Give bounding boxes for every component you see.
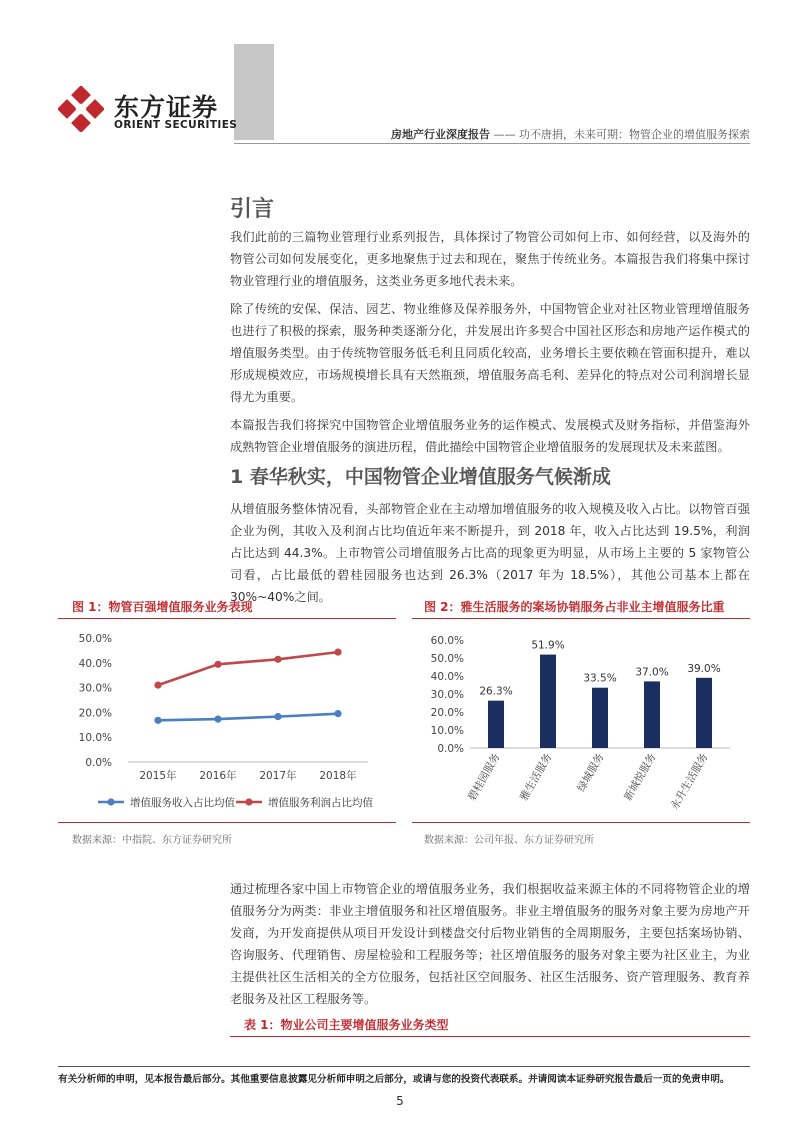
bar-value-label: 51.9%: [531, 639, 565, 652]
x-tick-label: 永升生活服务: [668, 751, 711, 813]
series-point-1: [274, 656, 281, 663]
intro-paragraph-3: 本篇报告我们将探究中国物管企业增值服务业务的运作模式、发展模式及财务指标，并借鉴海外成熟物管企业增值服务的演进历程，借此描绘中国物管企业增值服务的发展现状及未来蓝图。: [230, 418, 750, 454]
report-type: 房地产行业深度报告: [391, 128, 490, 141]
intro-heading: 引言: [230, 197, 275, 222]
y-tick-label: 40.0%: [430, 671, 464, 683]
series-point-1: [334, 649, 341, 656]
section-1-heading: 1 春华秋实，中国物管企业增值服务气候渐成: [230, 466, 611, 488]
figure-2-title: 图 2：雅生活服务的案场协销服务占非业主增值服务比重: [424, 600, 725, 614]
x-tick-label: 2015年: [139, 770, 177, 782]
y-tick-label: 40.0%: [78, 657, 112, 670]
legend-marker-0: [107, 798, 114, 805]
series-line-1: [158, 652, 338, 685]
y-tick-label: 10.0%: [78, 732, 112, 745]
x-tick-label: 雅生活服务: [517, 751, 555, 803]
series-point-1: [154, 682, 161, 689]
figure-1-title: 图 1：物管百强增值服务业务表现: [72, 600, 253, 614]
footer-disclaimer: 有关分析师的申明，见本报告最后部分。其他重要信息披露见分析师申明之后部分，或请与您的投资代表联系。并请阅读本证券研究报告最后一页的免责申明。: [58, 1074, 730, 1085]
legend-label-0: 增值服务收入占比均值: [130, 797, 235, 809]
y-tick-label: 0.0%: [437, 743, 464, 755]
series-point-0: [274, 713, 281, 720]
header-gray-bar: [234, 44, 274, 140]
report-subtitle: —— 功不唐捐，未来可期：物管企业的增值服务探索: [493, 128, 750, 141]
x-tick-label: 2016年: [199, 770, 237, 782]
company-logo: [58, 86, 238, 136]
legend-marker-1: [245, 798, 252, 805]
orient-securities-logo-icon: [58, 86, 104, 132]
y-tick-label: 10.0%: [430, 725, 464, 737]
y-tick-label: 20.0%: [430, 707, 464, 719]
report-header: [391, 126, 750, 142]
bar: [488, 701, 504, 748]
table-1-rule: [230, 1036, 750, 1037]
footer-divider: [58, 1066, 750, 1067]
logo-chinese-name: 东方证券: [114, 93, 219, 122]
y-tick-label: 20.0%: [78, 707, 112, 720]
figure-2-top-rule: [412, 618, 750, 619]
figure-2-bottom-rule: [412, 822, 750, 823]
y-tick-label: 30.0%: [78, 682, 112, 695]
x-tick-label: 绿城服务: [575, 751, 607, 794]
figure-1-line-chart: [58, 622, 396, 818]
figure-1-source: 数据来源：中指院、东方证券研究所: [72, 835, 232, 846]
figure-1-top-rule: [58, 618, 396, 619]
header-divider: [234, 143, 750, 144]
legend-label-1: 增值服务利润占比均值: [268, 797, 373, 809]
section-1-paragraph: 从增值服务整体情况看，头部物管企业在主动增加增值服务的收入规模及收入占比。以物管百强企业为例，其收入及利润占比均值近年来不断提升，到 2018 年，收入占比达到 19.5%，利润占比达到 44.3%。上市物管公司增值服务占比高的现象更为明显，从市场上主要的 5 家物管公司看，占比最低的碧桂园服务也达到 26.3%（2017 年为 18.5%），其他公司基本上都在 30%~40%之间。: [230, 502, 750, 604]
x-tick-label: 2017年: [259, 770, 297, 782]
logo-english-name: ORIENT SECURITIES: [114, 119, 238, 131]
series-point-1: [214, 661, 221, 668]
page-number: 5: [396, 1094, 404, 1108]
figure-2-source: 数据来源：公司年报、东方证券研究所: [424, 835, 594, 846]
intro-paragraph-1: 我们此前的三篇物业管理行业系列报告，具体探讨了物管公司如何上市、如何经营，以及海外的物管公司如何发展变化，更多地聚焦于过去和现在，聚焦于传统业务。本篇报告我们将集中探讨物业管理行业的增值服务，这类业务更多地代表未来。: [230, 230, 750, 288]
intro-paragraph-2: 除了传统的安保、保洁、园艺、物业维修及保养服务外，中国物管企业对社区物业管理增值服务也进行了积极的探索，服务种类逐渐分化，并发展出许多契合中国社区形态和房地产运作模式的增值服务类型。由于传统物管服务低毛利且同质化较高，业务增长主要依赖在管面积提升，难以形成规模效应，市场规模增长具有天然瓶颈，增值服务高毛利、差异化的特点对公司利润增长显得尤为重要。: [230, 302, 750, 404]
figure-2-bar-chart: [412, 622, 750, 818]
series-point-0: [214, 715, 221, 722]
y-tick-label: 30.0%: [430, 689, 464, 701]
bar: [696, 678, 712, 748]
table-1-title: 表 1：物业公司主要增值服务业务类型: [244, 1018, 449, 1032]
y-tick-label: 50.0%: [78, 633, 112, 645]
series-point-0: [154, 717, 161, 724]
figure-1-bottom-rule: [58, 822, 396, 823]
bar-value-label: 37.0%: [635, 666, 669, 679]
bar: [540, 655, 556, 748]
bar: [644, 681, 660, 748]
bar-value-label: 39.0%: [687, 662, 721, 675]
y-tick-label: 0.0%: [85, 757, 112, 769]
bar: [592, 688, 608, 748]
x-tick-label: 2018年: [319, 770, 357, 782]
section-1-paragraph-2: 通过梳理各家中国上市物管企业的增值服务业务，我们根据收益来源主体的不同将物管企业的增值服务分为两类：非业主增值服务和社区增值服务。非业主增值服务的服务对象主要为房地产开发商，为开发商提供从项目开发设计到楼盘交付后物业销售的全周期服务，主要包括案场协销、咨询服务、代理销售、房屋检验和工程服务等；社区增值服务的服务对象主要为社区业主，为业主提供社区生活相关的全方位服务，包括社区空间服务、社区生活服务、资产管理服务、教育养老服务及社区工程服务等。: [230, 882, 750, 1006]
y-tick-label: 50.0%: [430, 653, 464, 665]
series-line-0: [158, 714, 338, 721]
y-tick-label: 60.0%: [430, 635, 464, 647]
bar-value-label: 33.5%: [583, 672, 617, 685]
bar-value-label: 26.3%: [479, 685, 513, 698]
x-tick-label: 碧桂园服务: [465, 751, 503, 803]
series-point-0: [334, 710, 341, 717]
x-tick-label: 新城悦服务: [621, 751, 659, 803]
